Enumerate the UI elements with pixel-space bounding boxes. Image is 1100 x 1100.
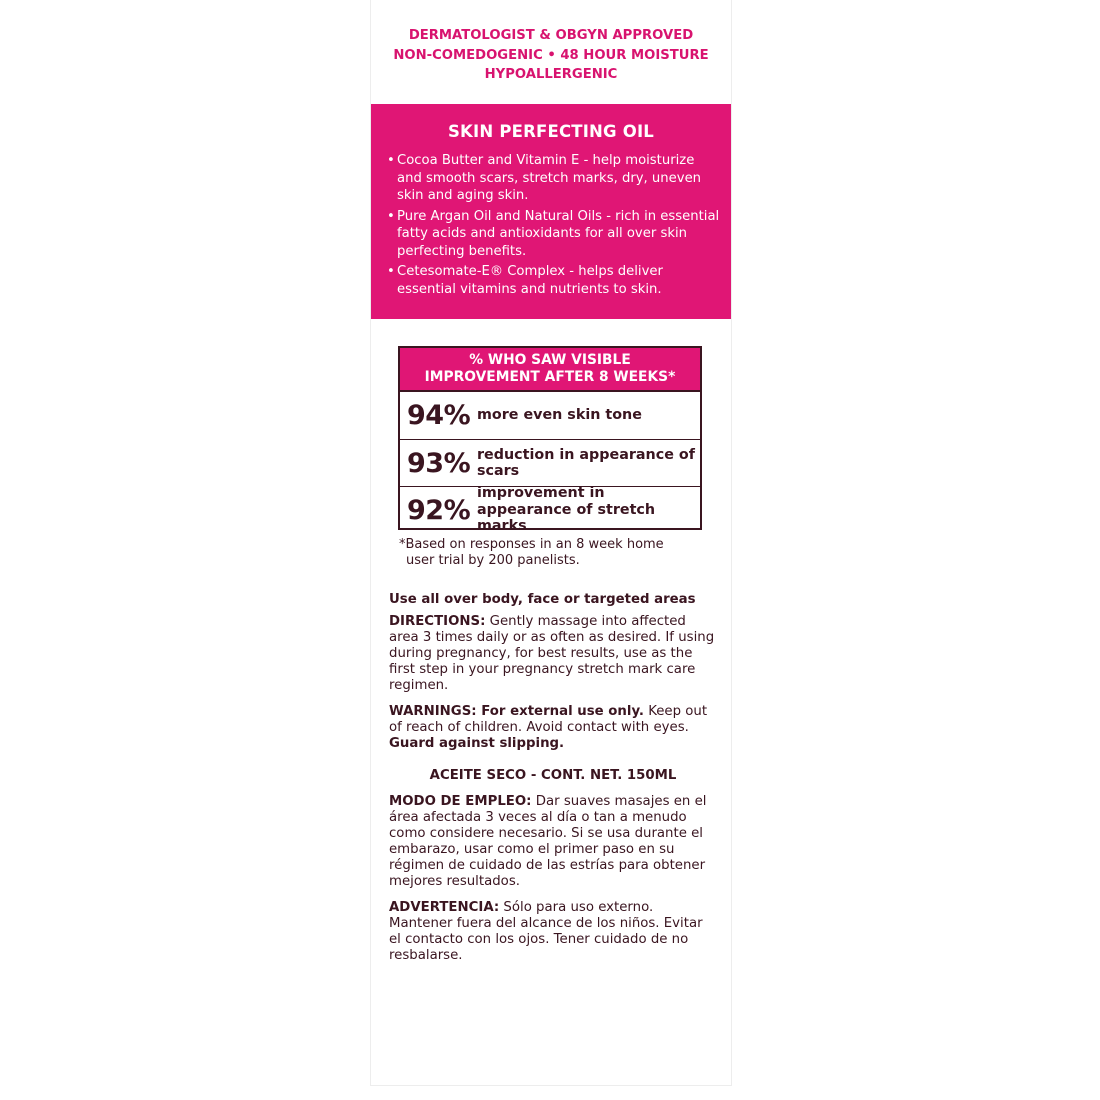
benefit-item	[387, 152, 723, 205]
claim-line-2: NON-COMEDOGENIC • 48 HOUR MOISTURE	[393, 47, 709, 63]
product-label	[370, 0, 732, 1086]
results-header-line-1: % WHO SAW VISIBLE	[469, 352, 631, 368]
claim-line-3: HYPOALLERGENIC	[484, 67, 618, 82]
footnote-line-1: *Based on responses in an 8 week home	[399, 537, 664, 552]
directions-paragraph	[389, 614, 717, 694]
product-title: SKIN PERFECTING OIL	[447, 122, 655, 141]
footnote-line-2: user trial by 200 panelists.	[406, 553, 580, 568]
result-description: improvement in appearance of stretch marks	[477, 485, 656, 535]
results-table	[398, 346, 702, 535]
advertencia-label: ADVERTENCIA:	[389, 900, 500, 915]
directions-text: Gently massage into affected area 3 times daily or as often as desired. If using during pregnancy, for best results, use as the first step in your pregnancy stretch mark care regimen.	[389, 614, 715, 693]
warnings-text: Keep out of reach of children. Avoid contact with eyes.	[389, 704, 708, 735]
benefits-panel	[371, 104, 731, 319]
benefit-list	[387, 152, 723, 301]
spanish-title: ACEITE SECO - CONT. NET. 150ML	[429, 768, 677, 783]
benefit-text: Pure Argan Oil and Natural Oils - rich in essential fatty acids and antioxidants for all over skin perfecting benefits.	[397, 208, 720, 259]
warnings-label: WARNINGS: For external use only.	[389, 704, 644, 719]
benefit-text: Cetesomate-E® Complex - helps deliver essential vitamins and nutrients to skin.	[397, 264, 663, 297]
advertencia-text: Sólo para uso externo. Mantener fuera del alcance de los niños. Evitar el contacto con los ojos. Tener cuidado de no resbalarse.	[389, 900, 703, 963]
benefit-item	[387, 263, 723, 298]
result-row	[400, 439, 700, 486]
result-percent: 93%	[407, 447, 471, 479]
bullet-icon: •	[387, 153, 395, 168]
result-row	[400, 392, 700, 439]
results-header-line-2: IMPROVEMENT AFTER 8 WEEKS*	[424, 369, 676, 385]
advertencia-paragraph	[389, 900, 717, 964]
modo-empleo-text: Dar suaves masajes en el área afectada 3 veces al día o tan a menudo como considere necesario. Si se usa durante el embarazo, usar como el primer paso en su régimen de cuidado de las estrías para obtener mejores resultados.	[389, 794, 707, 889]
result-percent: 94%	[407, 400, 471, 431]
approval-claims	[371, 26, 731, 85]
modo-empleo-label: MODO DE EMPLEO:	[389, 794, 532, 809]
result-row	[400, 486, 700, 533]
bullet-icon: •	[387, 208, 395, 224]
result-description: reduction in appearance of scars	[477, 446, 695, 479]
results-header	[400, 348, 700, 392]
directions-label: DIRECTIONS:	[389, 614, 486, 629]
instructions	[389, 592, 717, 974]
usage-line: Use all over body, face or targeted areas	[389, 592, 696, 607]
benefit-item	[387, 208, 723, 261]
claim-line-1: DERMATOLOGIST & OBGYN APPROVED	[408, 28, 694, 43]
modo-empleo-paragraph	[389, 794, 717, 890]
bullet-icon: •	[387, 264, 395, 279]
result-percent: 92%	[407, 494, 471, 526]
warnings-emphasis: Guard against slipping.	[389, 736, 565, 751]
trial-footnote	[399, 537, 699, 569]
warnings-paragraph	[389, 704, 717, 752]
result-description: more even skin tone	[477, 407, 642, 424]
benefit-text: Cocoa Butter and Vitamin E - help moisturize and smooth scars, stretch marks, dry, uneven skin and aging skin.	[397, 153, 702, 203]
